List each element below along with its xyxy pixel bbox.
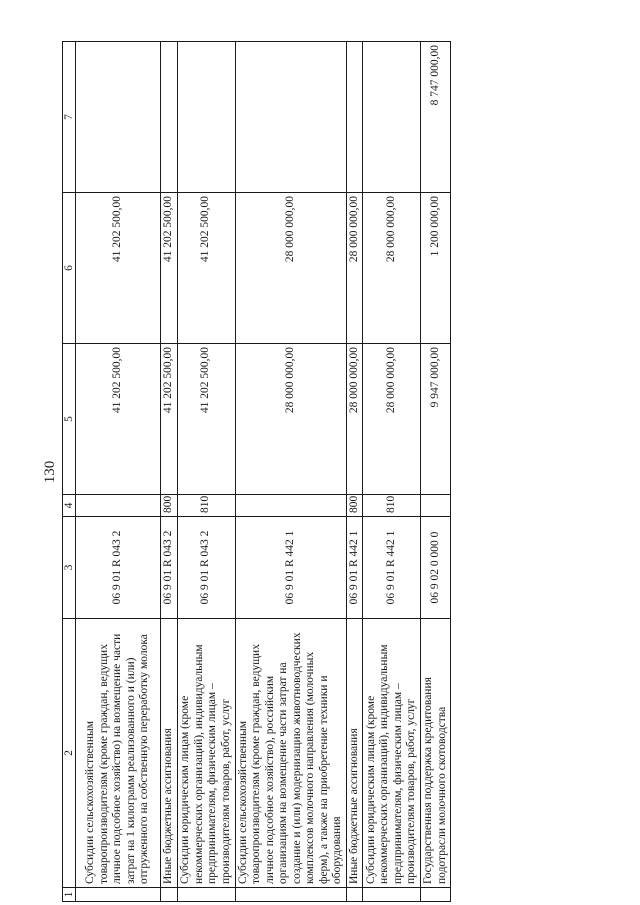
expense-type-cell [235, 495, 346, 517]
row-index-cell [161, 888, 178, 902]
amount-col5-cell: 41 202 500,00 [76, 344, 161, 495]
item-name-cell: Субсидии юридическим лицам (кроме некоммерческих организаций), индивидуальным предпринимателям, физическим лицам – производителям товаров, работ, услуг [363, 619, 421, 888]
amount-col6-cell: 28 000 000,00 [363, 193, 421, 344]
classification-code-cell: 06 9 02 0 000 0 [421, 517, 451, 619]
amount-col6-cell: 1 200 000,00 [421, 193, 451, 344]
expense-type-cell: 800 [161, 495, 178, 517]
classification-code-cell: 06 9 01 R 043 2 [177, 517, 235, 619]
row-index-cell [235, 888, 346, 902]
table-row [235, 42, 346, 902]
amount-col5-cell: 41 202 500,00 [177, 344, 235, 495]
rotated-table-sheet [40, 42, 448, 902]
classification-code-cell: 06 9 01 R 043 2 [76, 517, 161, 619]
classification-code-cell: 06 9 01 R 442 1 [363, 517, 421, 619]
amount-col5-cell: 28 000 000,00 [346, 344, 363, 495]
item-name-cell: Субсидии сельскохозяйственным товаропроизводителям (кроме граждан, ведущих личное подсобное хозяйство) на возмещение части затрат на 1 килограмм реализованного и (или) отгруженного на собственную переработку молока [76, 619, 161, 888]
budget-table [62, 41, 451, 902]
table-row [76, 42, 161, 902]
amount-col6-cell: 41 202 500,00 [177, 193, 235, 344]
column-number-row [63, 42, 76, 902]
row-index-cell [177, 888, 235, 902]
amount-col7-cell [363, 42, 421, 193]
amount-col7-cell [76, 42, 161, 193]
column-header-6: 6 [63, 193, 76, 344]
classification-code-cell: 06 9 01 R 043 2 [161, 517, 178, 619]
expense-type-cell: 800 [346, 495, 363, 517]
amount-col5-cell: 28 000 000,00 [363, 344, 421, 495]
row-index-cell [363, 888, 421, 902]
amount-col5-cell: 9 947 000,00 [421, 344, 451, 495]
table-row [346, 42, 363, 902]
amount-col6-cell: 41 202 500,00 [76, 193, 161, 344]
amount-col7-cell [346, 42, 363, 193]
table-row [161, 42, 178, 902]
item-name-cell: Иные бюджетные ассигнования [161, 619, 178, 888]
row-index-cell [76, 888, 161, 902]
column-header-1: 1 [63, 888, 76, 902]
amount-col6-cell: 28 000 000,00 [346, 193, 363, 344]
classification-code-cell: 06 9 01 R 442 1 [235, 517, 346, 619]
classification-code-cell: 06 9 01 R 442 1 [346, 517, 363, 619]
column-header-3: 3 [63, 517, 76, 619]
table-row [421, 42, 451, 902]
table-row [363, 42, 421, 902]
expense-type-cell: 810 [177, 495, 235, 517]
amount-col6-cell: 28 000 000,00 [235, 193, 346, 344]
amount-col5-cell: 28 000 000,00 [235, 344, 346, 495]
amount-col7-cell: 8 747 000,00 [421, 42, 451, 193]
amount-col6-cell: 41 202 500,00 [161, 193, 178, 344]
expense-type-cell [76, 495, 161, 517]
page-number: 130 [42, 460, 58, 484]
row-index-cell [346, 888, 363, 902]
item-name-cell: Субсидии сельскохозяйственным товаропроизводителям (кроме граждан, ведущих личное подсобное хозяйство), российским организациям на возмещение части затрат на создание и (или) модернизацию животноводческих комплексов молочного направления (молочных ферм), а также на приобретение техники и оборудования [235, 619, 346, 888]
amount-col7-cell [177, 42, 235, 193]
column-header-5: 5 [63, 344, 76, 495]
amount-col7-cell [161, 42, 178, 193]
table-row [177, 42, 235, 902]
expense-type-cell [421, 495, 451, 517]
row-index-cell [421, 888, 451, 902]
amount-col5-cell: 41 202 500,00 [161, 344, 178, 495]
column-header-7: 7 [63, 42, 76, 193]
amount-col7-cell [235, 42, 346, 193]
item-name-cell: Государственная поддержка кредитования подотрасли молочного скотоводства [421, 619, 451, 888]
column-header-4: 4 [63, 495, 76, 517]
column-header-2: 2 [63, 619, 76, 888]
item-name-cell: Субсидии юридическим лицам (кроме некоммерческих организаций), индивидуальным предпринимателям, физическим лицам – производителям товаров, работ, услуг [177, 619, 235, 888]
item-name-cell: Иные бюджетные ассигнования [346, 619, 363, 888]
expense-type-cell: 810 [363, 495, 421, 517]
